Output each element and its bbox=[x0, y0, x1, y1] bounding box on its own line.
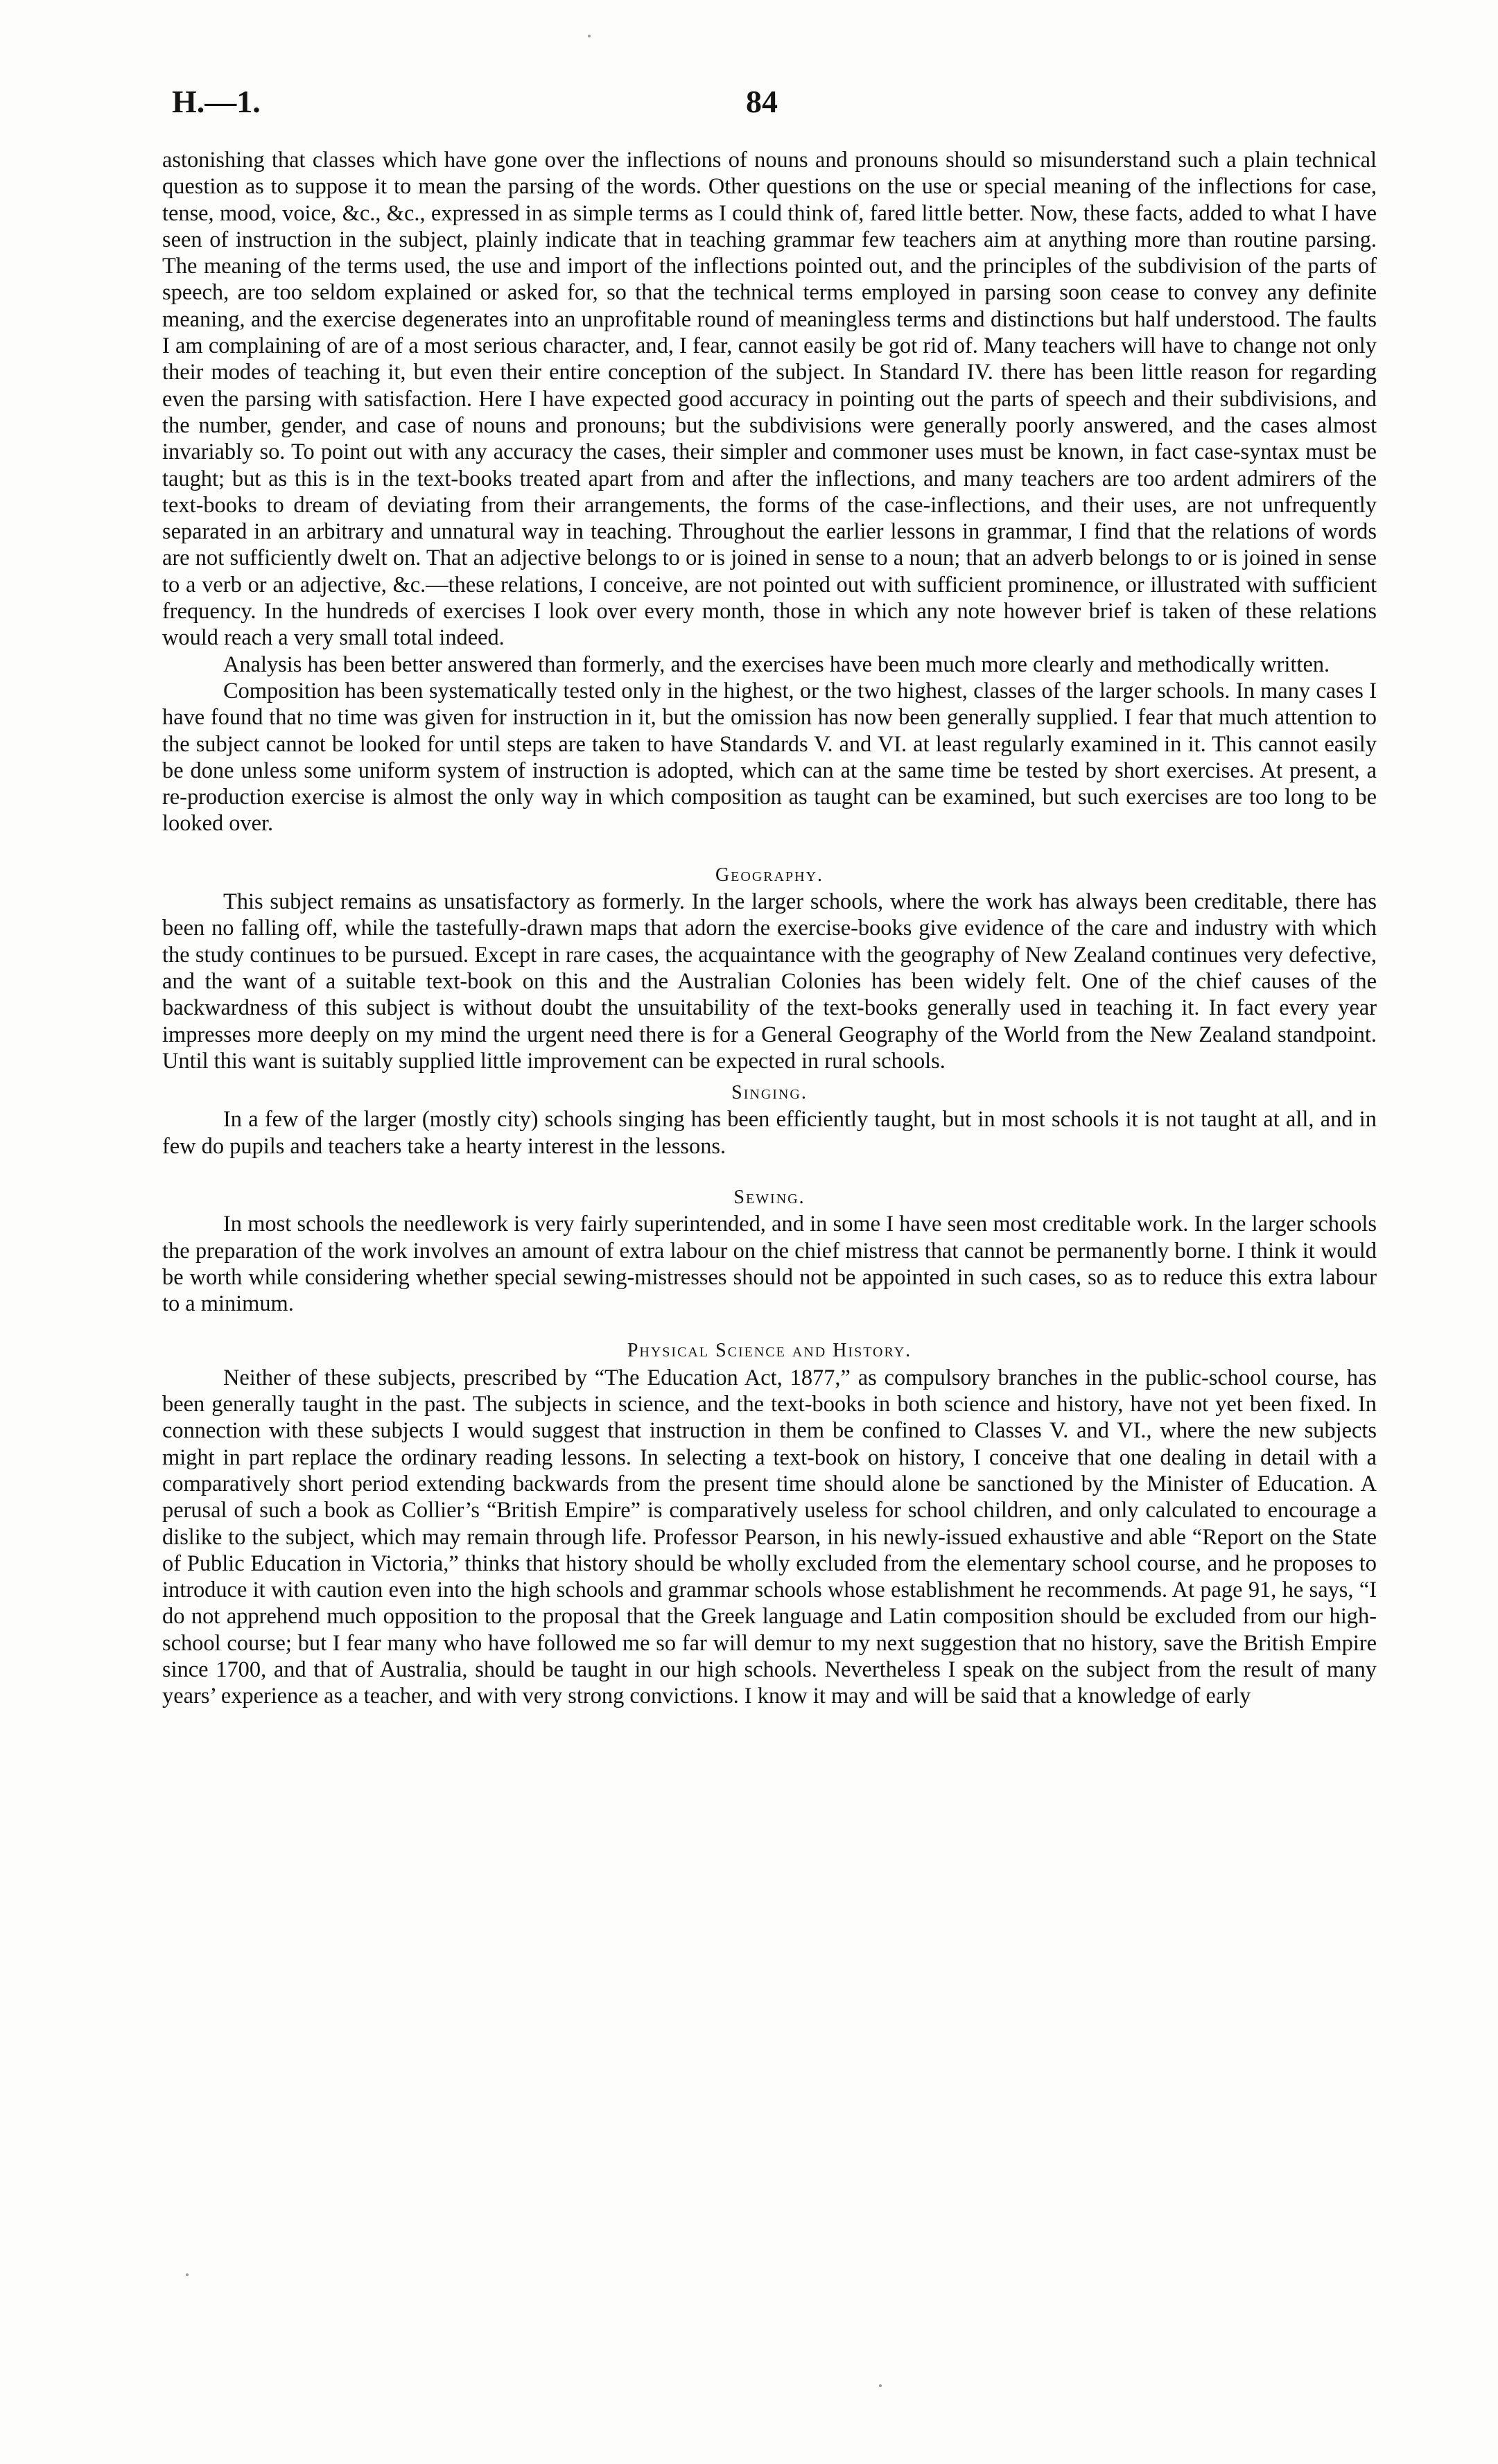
page-header bbox=[172, 83, 1378, 132]
heading-sewing: Sewing. bbox=[733, 1186, 805, 1208]
paragraph-singing: In a few of the larger (mostly city) schools singing has been efficiently taught, but in most schools it is not taught at all, and in few do pupils and teachers take a hearty interest in the lessons. bbox=[162, 1107, 1377, 1159]
paragraph-composition: Composition has been systematically tested only in the highest, or the two highest, classes of the larger schools. In many cases I have found that no time was given for instruction in it, but the omission has now been generally supplied. I fear that much attention to the subject cannot be looked for until steps are taken to have Standards V. and VI. at least regularly examined in it. This cannot easily be done unless some uniform system of instruction is adopted, which can at the same time be tested by short exercises. At present, a re-production exercise is almost the only way in which composition as taught can be examined, but such exercises are too long to be looked over. bbox=[162, 678, 1377, 837]
document-body bbox=[162, 147, 1377, 1710]
paragraph-grammar-continued: astonishing that classes which have gone over the inflections of nouns and pronouns should so misunderstand such a plain technical question as to suppose it to mean the parsing of the words. Other questions on the use or special meaning of the inflections for case, tense, mood, voice, &c., &c., expressed in as simple terms as I could think of, fared little better. Now, these facts, added to what I have seen of instruction in the subject, plainly indicate that in teaching grammar few teachers aim at anything more than routine parsing. The meaning of the terms used, the use and import of the inflections pointed out, and the principles of the subdivision of the parts of speech, are too seldom explained or asked for, so that the technical terms employed in parsing soon cease to convey any definite meaning, and the exercise degenerates into an unprofitable round of meaningless terms and distinctions but half understood. The faults I am complaining of are of a most serious character, and, I fear, cannot easily be got rid of. Many teachers will have to change not only their modes of teaching it, but even their entire conception of the subject. In Standard IV. there has been little reason for regarding even the parsing with satisfaction. Here I have expected good accuracy in pointing out the parts of speech and their subdivisions, and the number, gender, and case of nouns and pronouns; but the subdivisions were generally poorly answered, and the cases almost invariably so. To point out with any accuracy the cases, their simpler and commoner uses must be known, in fact case-syntax must be taught; but as this is in the text-books treated apart from and after the inflections, and many teachers are too ardent admirers of the text-books to dream of deviating from their arrangements, the forms of the case-inflections, and their uses, are not unfrequently separated in an arbitrary and unnatural way in teaching. Throughout the earlier lessons in grammar, I find that the relations of words are not sufficiently dwelt on. That an adjective belongs to or is joined in sense to a noun; that an adverb belongs to or is joined in sense to a verb or an adjective, &c.—these relations, I conceive, are not pointed out with sufficient prominence, or illustrated with sufficient frequency. In the hundreds of exercises I look over every month, those in which any note however brief is taken of these relations would reach a very small total indeed. bbox=[162, 148, 1377, 651]
paragraph-analysis: Analysis has been better answered than formerly, and the exercises have been much more clearly and methodically written. bbox=[223, 652, 1330, 677]
scan-speck bbox=[879, 2384, 882, 2387]
heading-singing: Singing. bbox=[731, 1082, 808, 1104]
report-code: H.—1. bbox=[172, 84, 261, 119]
paragraph-geography: This subject remains as unsatisfactory as formerly. In the larger schools, where the work has always been creditable, there has been no falling off, while the tastefully-drawn maps that adorn the exercise-books give evidence of the care and industry with which the study continues to be pursued. Except in rare cases, the acquaintance with the geography of New Zealand continues very defective, and the want of a suitable text-book on this and the Australian Colonies has been widely felt. One of the chief causes of the backwardness of this subject is without doubt the unsuitability of the text-books generally used in teaching it. In fact every year impresses more deeply on my mind the urgent need there is for a General Geography of the World from the New Zealand standpoint. Until this want is suitably supplied little improvement can be expected in rural schools. bbox=[162, 889, 1377, 1074]
heading-physical-science-history: Physical Science and History. bbox=[627, 1340, 912, 1362]
paragraph-sewing: In most schools the needlework is very fairly superintended, and in some I have seen most creditable work. In the larger schools the preparation of the work involves an amount of extra labour on the chief mistress that cannot be permanently borne. I think it would be worth while considering whether special sewing-mistresses should not be appointed in such cases, so as to reduce this extra labour to a minimum. bbox=[162, 1212, 1377, 1317]
heading-geography: Geography. bbox=[715, 864, 824, 886]
paragraph-science-history: Neither of these subjects, prescribed by “The Education Act, 1877,” as compulsory branches in the public-school course, has been generally taught in the past. The subjects in science, and the text-books in both science and history, have not yet been fixed. In connection with these subjects I would suggest that instruction in them be confined to Classes V. and VI., where the new subjects might in part replace the ordinary reading lessons. In selecting a text-book on history, I conceive that one dealing in detail with a comparatively short period extending backwards from the present time should alone be sanctioned by the Minister of Education. A perusal of such a book as Collier’s “British Empire” is comparatively useless for school children, and only calculated to encourage a dislike to the subject, which may remain through life. Professor Pearson, in his newly-issued exhaustive and able “Report on the State of Public Education in Victoria,” thinks that history should be wholly excluded from the elementary school course, and he proposes to introduce it with caution even into the high schools and grammar schools whose establishment he recommends. At page 91, he says, “I do not apprehend much opposition to the proposal that the Greek language and Latin composition should be excluded from our high-school course; but I fear many who have followed me so far will demur to my next suggestion that no history, save the British Empire since 1700, and that of Australia, should be taught in our high schools. Nevertheless I speak on the subject from the result of many years’ experience as a teacher, and with very strong convictions. I know it may and will be said that a knowledge of early bbox=[162, 1365, 1377, 1709]
page-number: 84 bbox=[746, 84, 778, 119]
scan-speck bbox=[186, 2273, 189, 2276]
scan-speck bbox=[588, 35, 591, 37]
